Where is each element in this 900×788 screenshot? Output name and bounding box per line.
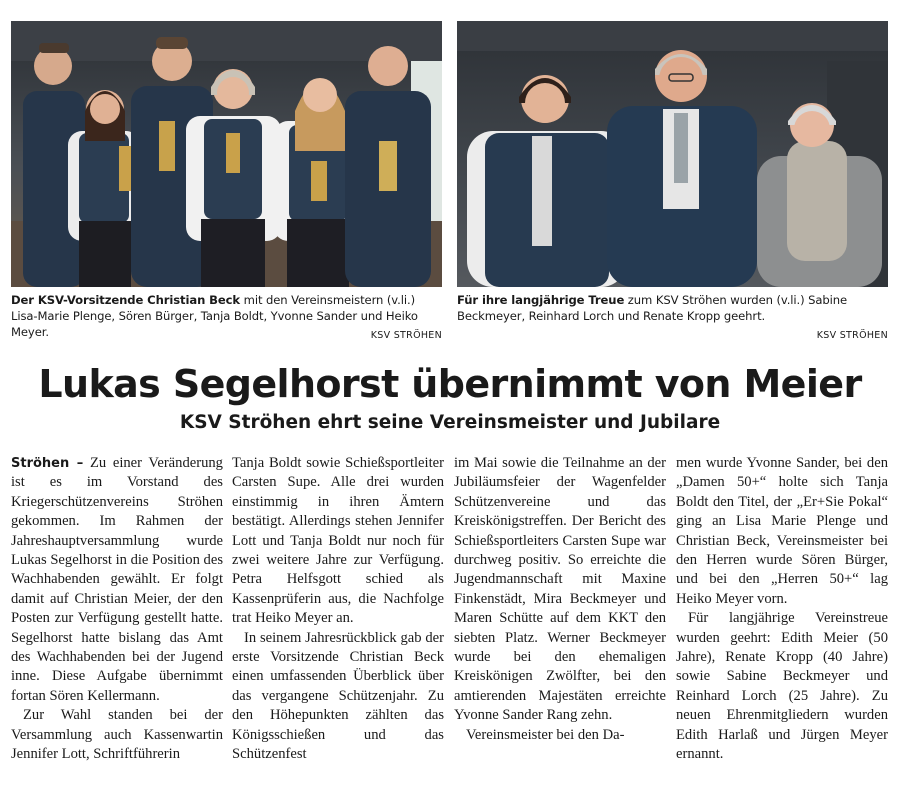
article-headline: Lukas Segelhorst übernimmt von Meier — [38, 362, 862, 406]
caption-1-text: mit den Vereinsmeistern (v.li.) Lisa-Marie Plenge, Sören Bürger, Tanja Boldt, Yvonne Sander und Heiko Meyer. — [11, 293, 418, 339]
column-2-paragraph-1: Tanja Boldt sowie Schießsportleiter Carsten Supe. Alle drei wurden einstimmig in ihren Ämtern bestätigt. Allerdings stehen Jennifer Lott und Tanja Boldt nur noch für zwei weitere Jahre zur Verfügung. Petra Helfsgott schied als Kassenprüferin aus, die Nachfolge trat Heiko Meyer an. — [232, 455, 444, 627]
column-3-paragraph-2: Vereinsmeister bei den Da- — [466, 726, 625, 743]
photo-club-champions — [11, 21, 442, 287]
article-column-1 — [11, 454, 223, 765]
dateline: Ströhen – — [11, 456, 84, 471]
column-4-paragraph-1: men wurde Yvonne Sander, bei den „Damen 50+“ holte sich Tanja Boldt den Titel, der „Er+Sie Pokal“ ging an Lisa Marie Plenge und Christian Beck, Vereinsmeister bei den Herren wurde Sören Bürger, und bei den „Herren 50+“ lag Heiko Meyer vorn. — [676, 455, 888, 607]
article-column-3 — [454, 454, 666, 745]
photo-loyalty-honorees — [457, 21, 888, 287]
photo-club-champions-image — [11, 21, 442, 287]
column-1-paragraph-1 — [11, 454, 223, 706]
caption-1-lead: Der KSV-Vorsitzende Christian Beck — [11, 293, 241, 307]
caption-2-lead: Für ihre langjährige Treue — [457, 293, 625, 307]
column-2-paragraph-2: In seinem Jahresrückblick gab der erste Vorsitzende Christian Beck einen umfassenden Überblick über das vergangene Schützenjahr. Zu den Höhepunkten zählten das Königsschießen und das Schützenfest — [232, 629, 444, 763]
column-4-paragraph-2: Für langjährige Vereinstreue wurden geehrt: Edith Meier (50 Jahre), Renate Kropp (40 Jahre) sowie Sabine Beckmeyer und Reinhard Lorch (25 Jahre). Zu neuen Ehrenmitgliedern wurden Edith Harlaß und Jürgen Meyer ernannt. — [676, 610, 888, 763]
column-1-paragraph-1-text: Zu einer Veränderung ist es im Vorstand des Kriegerschützenvereins Ströhen gekommen. Im Rahmen der Jahreshauptversammlung wurde Lukas Segelhorst in die Position des Wachhabenden gewählt. Er folgt damit auf Christian Meier, der den Posten zur Verfügung gestellt hatte. Segelhorst hatte bislang das Amt des Wachhabenden bei der Jugend inne. Diese Aufgabe übernimmt fortan Sören Kellermann. — [11, 455, 224, 704]
photo-loyalty-honorees-caption — [457, 292, 889, 324]
photo-loyalty-honorees-image — [457, 21, 888, 287]
photo-club-champions-credit: KSV STRÖHEN — [370, 330, 442, 341]
article-subheadline: KSV Ströhen ehrt seine Vereinsmeister und Jubilare — [179, 412, 721, 433]
article-column-2 — [232, 454, 444, 765]
article-column-4 — [676, 454, 888, 765]
caption-2-text: zum KSV Ströhen wurden (v.li.) Sabine Beckmeyer, Reinhard Lorch und Renate Kropp geehrt. — [457, 293, 848, 323]
column-1-paragraph-2: Zur Wahl standen bei der Versammlung auch Kassenwartin Jennifer Lott, Schriftführerin — [11, 707, 223, 763]
column-3-paragraph-1: im Mai sowie die Teilnahme an der Jubiläumsfeier der Wagenfelder Schützenvereine und das Kreiskönigstreffen. Der Bericht des Schießsportleiters Carsten Supe war durchweg positiv. So erreichte die Jugendmannschaft mit Maxine Finkenstädt, Mira Beckmeyer und Maren Schütte auf dem KKT den siebten Platz. Werner Beckmeyer wurde bei den ehemaligen Kreiskönigen Zwölfter, bei den amtierenden Majestäten erreichte Yvonne Sander Rang zehn. — [454, 455, 666, 724]
photo-loyalty-honorees-credit: KSV STRÖHEN — [816, 330, 888, 341]
